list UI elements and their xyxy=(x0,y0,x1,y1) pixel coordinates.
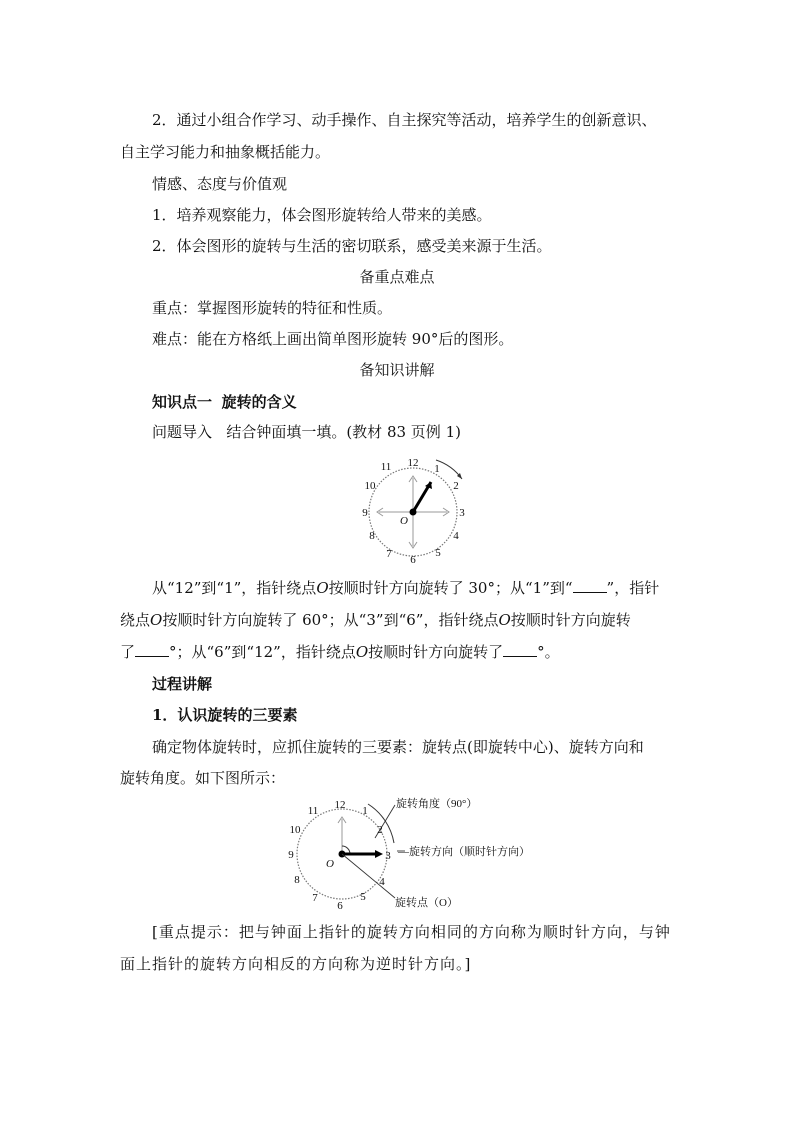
difficulty-point: 难点：能在方格纸上画出简单图形旋转 90°后的图形。 xyxy=(152,330,514,348)
clock2-number-10: 10 xyxy=(289,824,301,836)
process-text-line2: 旋转角度。如下图所示： xyxy=(120,769,286,787)
clock2-center-label: O xyxy=(326,858,334,870)
emotion-heading: 情感、态度与价值观 xyxy=(152,175,288,193)
clock1-number-8: 8 xyxy=(369,530,375,542)
goal-item2-line2: 自主学习能力和抽象概括能力。 xyxy=(120,143,331,161)
intro-label: 问题导入 xyxy=(152,423,213,441)
clock1-number-5: 5 xyxy=(435,547,441,559)
question-text: 按顺时针方向旋转了 60°；从“3”到“6”，指针绕点 xyxy=(162,611,499,629)
question-text: 按顺时针方向旋转 xyxy=(510,611,631,629)
tip-line2: 面上指针的旋转方向相反的方向称为逆时针方向。] xyxy=(120,955,472,973)
question-text: 从“12”到“1”，指针绕点 xyxy=(152,579,317,597)
question-line-3 xyxy=(120,642,560,662)
clock1-number-7: 7 xyxy=(386,548,392,560)
label-rotation-direction: —旋转方向（顺时针方向） xyxy=(398,846,530,858)
knowledge-point-1 xyxy=(152,392,297,412)
process-heading: 过程讲解 xyxy=(152,675,213,693)
clock1-center-label: O xyxy=(400,515,408,527)
intro-line xyxy=(152,422,461,442)
point-o-label: O xyxy=(498,611,511,629)
clock1-number-9: 9 xyxy=(362,507,368,519)
key-points-heading: 备重点难点 xyxy=(359,268,435,286)
clock2-number-11: 11 xyxy=(307,805,319,817)
clock-figure-1 xyxy=(356,451,472,567)
label-rotation-angle: 旋转角度（90°） xyxy=(396,798,478,810)
clock2-number-5: 5 xyxy=(360,891,366,903)
knowledge-point-title: 旋转的含义 xyxy=(221,393,297,411)
clock1-number-2: 2 xyxy=(453,480,459,492)
clock1-number-3: 3 xyxy=(459,507,465,519)
clock1-number-4: 4 xyxy=(453,530,459,542)
question-text: °；从“6”到“12”，指针绕点 xyxy=(169,643,356,661)
point-o-label: O xyxy=(316,579,329,597)
question-text: °。 xyxy=(537,643,560,661)
clock2-number-9: 9 xyxy=(288,849,294,861)
question-text: 按顺时针方向旋转了 30°；从“1”到“ xyxy=(328,579,573,597)
clock1-number-1: 1 xyxy=(434,463,440,475)
question-line-2 xyxy=(120,610,631,630)
process-text-line1: 确定物体旋转时，应抓住旋转的三要素：旋转点(即旋转中心)、旋转方向和 xyxy=(152,738,644,756)
clock2-number-4: 4 xyxy=(379,876,385,888)
knowledge-heading: 备知识讲解 xyxy=(359,361,435,379)
question-text: 按顺时针方向旋转了 xyxy=(368,643,504,661)
clock-figure-2 xyxy=(285,795,545,913)
point-o-label: O xyxy=(150,611,163,629)
emotion-item2: 2．体会图形的旋转与生活的密切联系，感受美来源于生活。 xyxy=(152,237,552,255)
clock2-number-7: 7 xyxy=(312,892,318,904)
clock2-number-12: 12 xyxy=(334,799,346,811)
answer-blank-3[interactable] xyxy=(503,642,537,657)
clock1-number-10: 10 xyxy=(364,480,376,492)
question-text: ”，指针 xyxy=(606,579,660,597)
answer-blank-2[interactable] xyxy=(135,642,169,657)
clock2-number-3: 3 xyxy=(385,850,391,862)
question-text: 了 xyxy=(120,643,136,661)
question-text: 绕点 xyxy=(120,611,151,629)
question-line-1 xyxy=(152,578,659,598)
clock1-number-11: 11 xyxy=(380,461,392,473)
tip-line1: [重点提示：把与钟面上指针的旋转方向相同的方向称为顺时针方向，与钟 xyxy=(152,923,671,941)
clock1-number-12: 12 xyxy=(407,457,419,469)
clock2-number-2: 2 xyxy=(377,824,383,836)
clock2-number-1: 1 xyxy=(362,805,368,817)
clock2-number-6: 6 xyxy=(337,900,343,912)
clock1-number-6: 6 xyxy=(410,554,416,566)
answer-blank-1[interactable] xyxy=(573,578,607,593)
clock-hand-tip-icon xyxy=(375,850,383,858)
clock2-number-8: 8 xyxy=(294,874,300,886)
clock-center-dot xyxy=(410,509,417,516)
intro-text: 结合钟面填一填。(教材 83 页例 1) xyxy=(226,423,461,441)
key-point: 重点：掌握图形旋转的特征和性质。 xyxy=(152,299,393,317)
knowledge-point-label: 知识点一 xyxy=(152,393,213,411)
label-rotation-point: 旋转点（O） xyxy=(395,897,458,909)
process-sub1: 1．认识旋转的三要素 xyxy=(152,706,298,724)
goal-item2-line1: 2．通过小组合作学习、动手操作、自主探究等活动，培养学生的创新意识、 xyxy=(152,111,657,129)
emotion-item1: 1．培养观察能力，体会图形旋转给人带来的美感。 xyxy=(152,206,492,224)
point-o-label: O xyxy=(355,643,369,661)
